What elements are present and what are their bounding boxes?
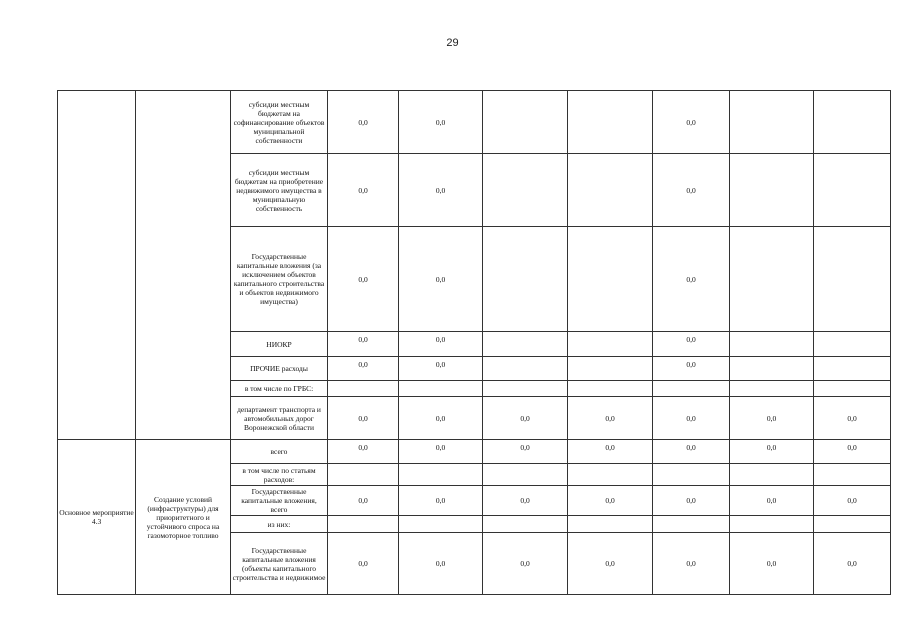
value-cell xyxy=(814,357,891,381)
value-cell xyxy=(568,154,653,227)
expense-type-cell: Государственные капитальные вложения (объекты капитального строительства и недвижимое xyxy=(231,533,328,595)
value-cell: 0,0 xyxy=(328,227,399,332)
value-cell: 0,0 xyxy=(653,440,730,464)
value-cell xyxy=(730,516,814,533)
expense-type-cell: Государственные капитальные вложения, всего xyxy=(231,486,328,516)
page-number: 29 xyxy=(446,37,459,49)
value-cell xyxy=(730,464,814,486)
expense-type-cell: Государственные капитальные вложения (за исключением объектов капитального строительства и объектов недвижимого имущества) xyxy=(231,227,328,332)
value-cell: 0,0 xyxy=(399,154,483,227)
value-cell: 0,0 xyxy=(653,332,730,357)
value-cell: 0,0 xyxy=(399,332,483,357)
value-cell: 0,0 xyxy=(568,533,653,595)
value-cell xyxy=(730,227,814,332)
value-cell xyxy=(399,381,483,397)
value-cell: 0,0 xyxy=(328,154,399,227)
value-cell: 0,0 xyxy=(483,440,568,464)
value-cell xyxy=(568,227,653,332)
value-cell: 0,0 xyxy=(730,440,814,464)
value-cell: 0,0 xyxy=(730,397,814,440)
value-cell: 0,0 xyxy=(483,533,568,595)
value-cell: 0,0 xyxy=(328,357,399,381)
value-cell: 0,0 xyxy=(568,397,653,440)
value-cell: 0,0 xyxy=(653,533,730,595)
table-row xyxy=(58,91,891,154)
expense-type-cell: НИОКР xyxy=(231,332,328,357)
value-cell: 0,0 xyxy=(399,91,483,154)
previous-measure-title-cell xyxy=(136,91,231,440)
value-cell: 0,0 xyxy=(814,486,891,516)
value-cell: 0,0 xyxy=(399,486,483,516)
table-body xyxy=(58,91,891,595)
value-cell xyxy=(653,381,730,397)
value-cell: 0,0 xyxy=(653,357,730,381)
value-cell xyxy=(730,357,814,381)
expense-type-cell: департамент транспорта и автомобильных дорог Воронежской области xyxy=(231,397,328,440)
value-cell xyxy=(814,91,891,154)
value-cell: 0,0 xyxy=(483,397,568,440)
measure-title-cell: Создание условий (инфраструктуры) для приоритетного и устойчивого спроса на газомоторное топливо xyxy=(136,440,231,595)
value-cell xyxy=(483,227,568,332)
value-cell: 0,0 xyxy=(483,486,568,516)
value-cell: 0,0 xyxy=(328,533,399,595)
value-cell: 0,0 xyxy=(814,533,891,595)
value-cell: 0,0 xyxy=(730,486,814,516)
value-cell: 0,0 xyxy=(328,332,399,357)
value-cell xyxy=(814,154,891,227)
value-cell xyxy=(483,464,568,486)
value-cell: 0,0 xyxy=(399,357,483,381)
value-cell: 0,0 xyxy=(399,533,483,595)
value-cell: 0,0 xyxy=(730,533,814,595)
value-cell xyxy=(568,381,653,397)
value-cell xyxy=(814,464,891,486)
value-cell xyxy=(730,91,814,154)
value-cell xyxy=(653,516,730,533)
value-cell xyxy=(568,464,653,486)
value-cell xyxy=(483,381,568,397)
value-cell xyxy=(814,332,891,357)
budget-table xyxy=(57,90,891,595)
value-cell xyxy=(568,91,653,154)
value-cell: 0,0 xyxy=(814,440,891,464)
value-cell xyxy=(814,227,891,332)
value-cell xyxy=(653,464,730,486)
value-cell: 0,0 xyxy=(328,397,399,440)
value-cell xyxy=(568,357,653,381)
value-cell xyxy=(483,357,568,381)
expense-type-cell: субсидии местным бюджетам на софинансирование объектов муниципальной собственности xyxy=(231,91,328,154)
expense-type-cell: ПРОЧИЕ расходы xyxy=(231,357,328,381)
value-cell xyxy=(483,154,568,227)
value-cell xyxy=(328,516,399,533)
value-cell xyxy=(483,516,568,533)
value-cell: 0,0 xyxy=(399,397,483,440)
value-cell xyxy=(730,154,814,227)
value-cell: 0,0 xyxy=(653,91,730,154)
value-cell xyxy=(483,91,568,154)
expense-type-cell: всего xyxy=(231,440,328,464)
value-cell: 0,0 xyxy=(653,154,730,227)
previous-measure-code-cell xyxy=(58,91,136,440)
value-cell: 0,0 xyxy=(653,486,730,516)
value-cell xyxy=(814,381,891,397)
expense-type-cell: из них: xyxy=(231,516,328,533)
value-cell xyxy=(328,464,399,486)
expense-type-cell: в том числе по статьям расходов: xyxy=(231,464,328,486)
value-cell: 0,0 xyxy=(653,397,730,440)
value-cell: 0,0 xyxy=(328,91,399,154)
value-cell xyxy=(483,332,568,357)
expense-type-cell: в том числе по ГРБС: xyxy=(231,381,328,397)
table-row xyxy=(58,440,891,464)
value-cell xyxy=(568,332,653,357)
value-cell xyxy=(730,332,814,357)
value-cell xyxy=(730,381,814,397)
expense-type-cell: субсидии местным бюджетам на приобретение недвижимого имущества в муниципальную собственность xyxy=(231,154,328,227)
value-cell: 0,0 xyxy=(328,440,399,464)
value-cell xyxy=(399,516,483,533)
value-cell: 0,0 xyxy=(814,397,891,440)
value-cell xyxy=(399,464,483,486)
value-cell: 0,0 xyxy=(399,440,483,464)
value-cell xyxy=(328,381,399,397)
value-cell xyxy=(568,516,653,533)
value-cell: 0,0 xyxy=(328,486,399,516)
value-cell: 0,0 xyxy=(568,440,653,464)
value-cell: 0,0 xyxy=(568,486,653,516)
value-cell: 0,0 xyxy=(653,227,730,332)
value-cell: 0,0 xyxy=(399,227,483,332)
value-cell xyxy=(814,516,891,533)
measure-code-cell: Основное мероприятие 4.3 xyxy=(58,440,136,595)
